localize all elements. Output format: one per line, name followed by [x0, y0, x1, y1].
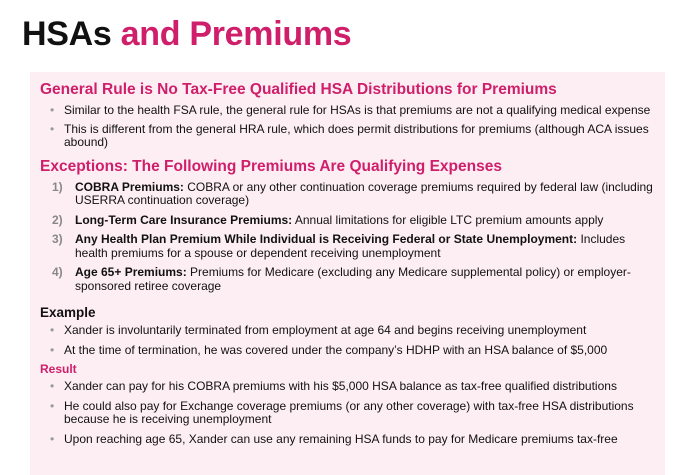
list-item — [40, 324, 660, 338]
bullet-text: This is different from the general HRA rule, which does permit distributions for premiums (although ACA issues abound) — [64, 121, 649, 149]
item-title: Age 65+ Premiums: — [75, 265, 187, 279]
item-title: COBRA Premiums: — [75, 179, 184, 194]
title-part-2: and Premiums — [120, 15, 352, 53]
bullet-icon: • — [50, 121, 55, 136]
list-item — [40, 344, 660, 358]
example-heading: Example — [40, 305, 96, 320]
item-title: Long-Term Care Insurance Premiums: — [75, 212, 293, 227]
bullet-icon: • — [50, 379, 55, 393]
bullet-text: Xander is involuntarily terminated from employment at age 64 and begins receiving unemployment — [64, 323, 587, 337]
item-number: 1) — [52, 179, 63, 194]
example-list — [40, 324, 660, 357]
bullet-text: Upon reaching age 65, Xander can use any remaining HSA funds to pay for Medicare premiums tax-free — [64, 431, 618, 446]
item-number: 3) — [52, 232, 63, 246]
page-title — [22, 14, 351, 54]
list-item — [40, 233, 660, 260]
result-list — [40, 380, 660, 446]
bullet-text: He could also pay for Exchange coverage premiums (or any other coverage) with tax-free HSA distributions because he is receiving unemployment — [64, 398, 634, 426]
bullet-icon: • — [50, 398, 55, 413]
item-text: Annual limitations for eligible LTC premium amounts apply — [292, 212, 604, 227]
bullet-text: Similar to the health FSA rule, the general rule for HSAs is that premiums are not a qualifying medical expense — [64, 103, 651, 117]
list-item — [40, 214, 660, 228]
item-text: Includes health premiums for a spouse or dependent receiving unemployment — [75, 232, 626, 260]
bullet-text: Xander can pay for his COBRA premiums with his $5,000 HSA balance as tax-free qualified distributions — [64, 379, 617, 393]
bullet-icon: • — [50, 103, 55, 117]
content — [40, 76, 660, 446]
item-text: COBRA or any other continuation coverage premiums required by federal law (including USERRA continuation coverage) — [75, 179, 653, 207]
list-item — [40, 380, 660, 394]
general-rule-heading: General Rule is No Tax-Free Qualified HSA Distributions for Premiums — [40, 81, 557, 98]
general-rule-list — [40, 104, 660, 150]
title-part-1: HSAs — [22, 15, 112, 53]
bullet-icon: • — [50, 323, 55, 337]
bullet-text: At the time of termination, he was covered under the company’s HDHP with an HSA balance of $5,000 — [64, 342, 608, 357]
item-text: Premiums for Medicare (excluding any Medicare supplemental policy) or employer-sponsored retiree coverage — [75, 265, 631, 293]
item-number: 2) — [52, 212, 63, 227]
list-item — [40, 400, 660, 427]
bullet-icon: • — [50, 431, 55, 446]
list-item — [40, 123, 660, 150]
list-item — [40, 104, 660, 118]
item-number: 4) — [52, 265, 63, 279]
exceptions-heading: Exceptions: The Following Premiums Are Qualifying Expenses — [40, 157, 502, 175]
list-item — [40, 181, 660, 208]
item-title: Any Health Plan Premium While Individual is Receiving Federal or State Unemployment: — [75, 232, 578, 246]
list-item — [40, 266, 660, 293]
bullet-icon: • — [50, 342, 55, 357]
list-item — [40, 433, 660, 447]
exceptions-list — [40, 181, 660, 294]
result-heading: Result — [40, 362, 77, 376]
